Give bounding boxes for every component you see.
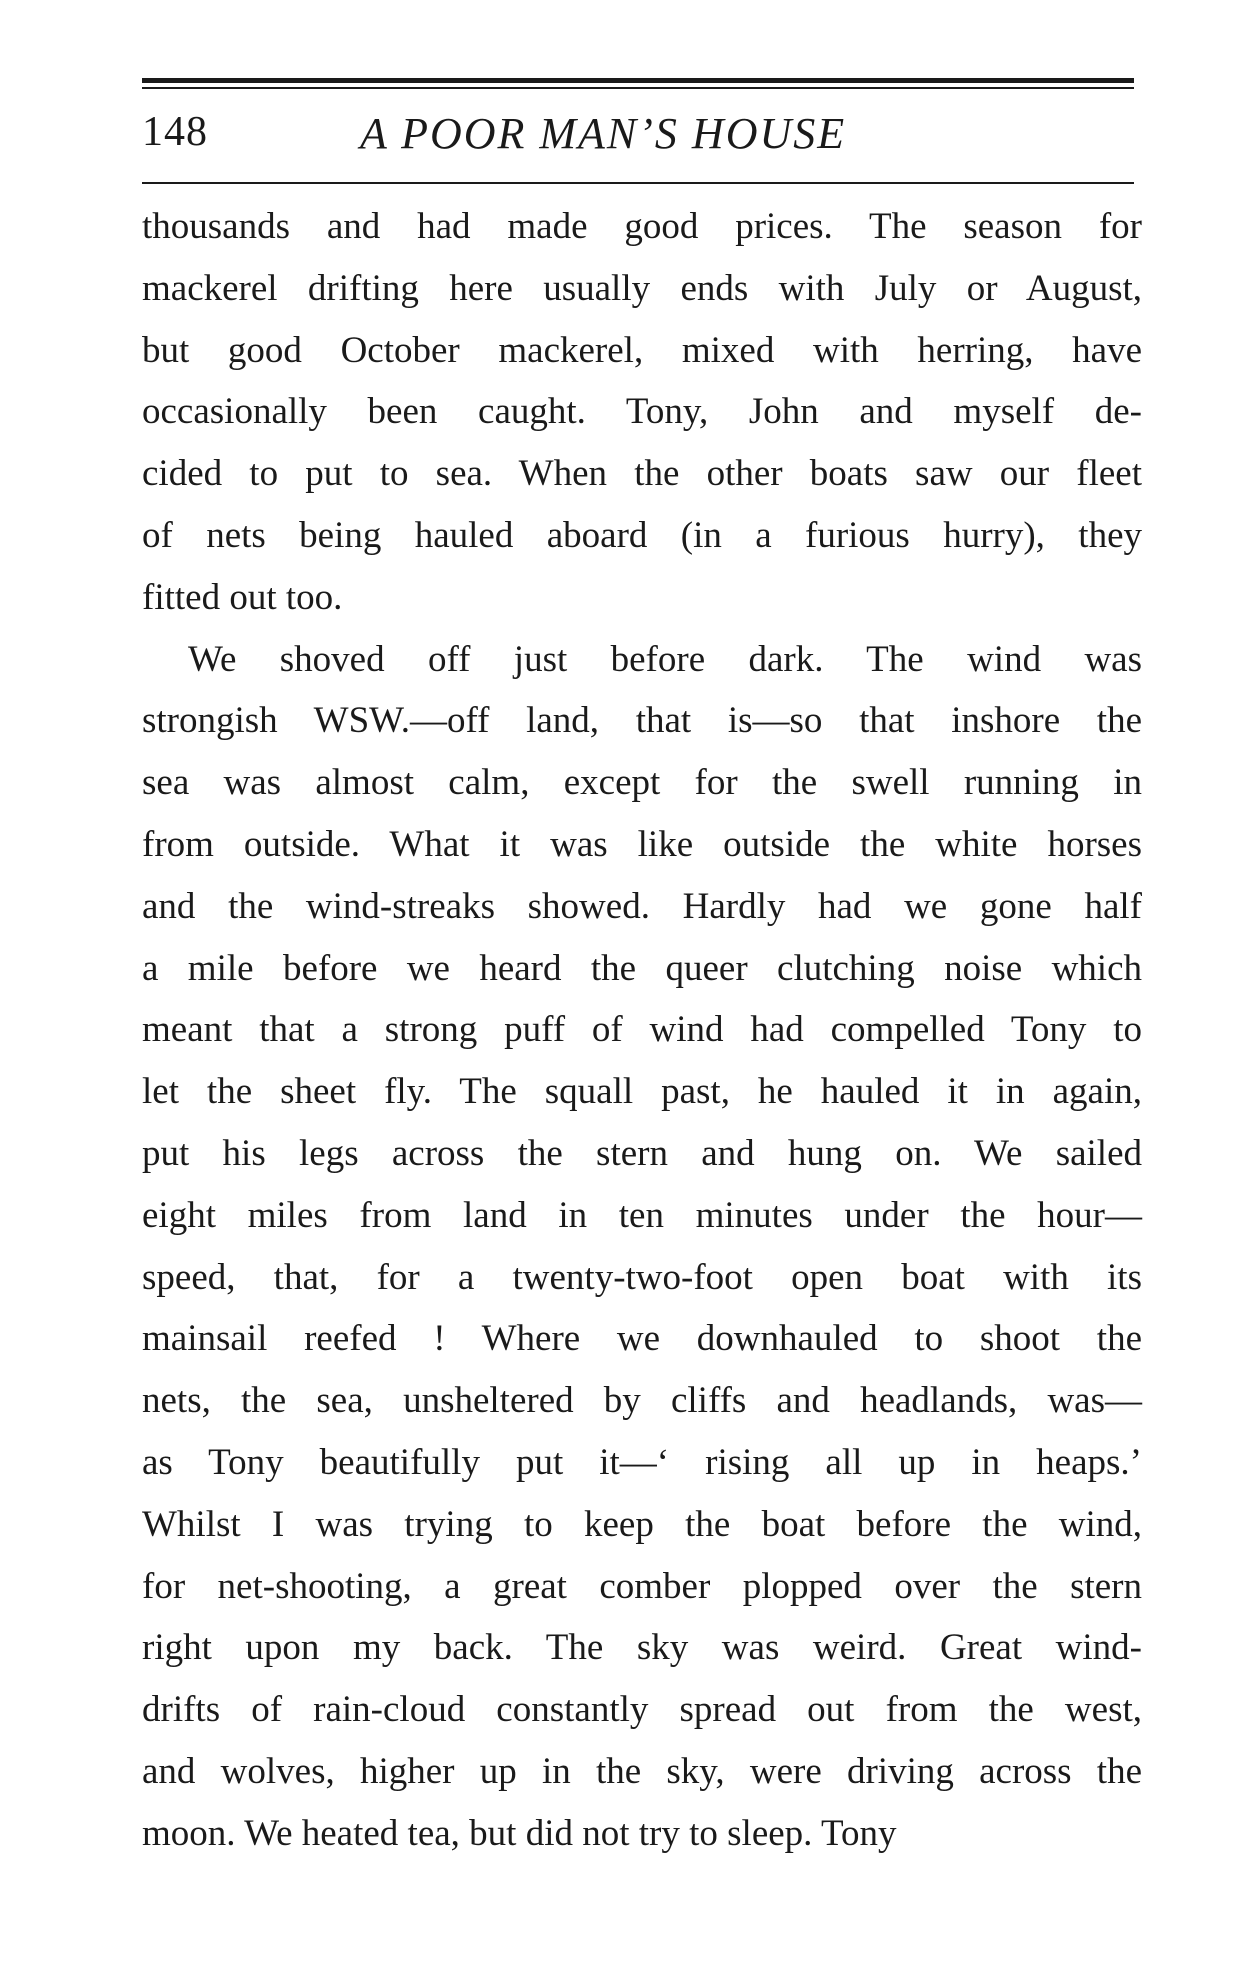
text-line: nets, the sea, unsheltered by cliffs and headlands, was— (142, 1380, 1142, 1422)
body-text (142, 196, 1142, 1865)
page-number: 148 (142, 109, 208, 155)
text-line: Whilst I was trying to keep the boat before the wind, (142, 1503, 1142, 1545)
text-line: a mile before we heard the queer clutching noise which (142, 947, 1142, 989)
text-line: strongish WSW.—off land, that is—so that inshore the (142, 700, 1142, 742)
text-line: eight miles from land in ten minutes under the hour— (142, 1194, 1142, 1236)
text-line: sea was almost calm, except for the swell running in (142, 762, 1142, 804)
text-line: as Tony beautifully put it—‘ rising all up in heaps.’ (142, 1441, 1142, 1483)
text-line: mackerel drifting here usually ends with July or August, (142, 267, 1142, 309)
text-line: and the wind-streaks showed. Hardly had we gone half (142, 885, 1142, 927)
text-line: cided to put to sea. When the other boats saw our fleet (142, 453, 1142, 495)
text-line: speed, that, for a twenty-two-foot open boat with its (142, 1256, 1142, 1298)
header-rule-thin (142, 87, 1134, 89)
text-line: from outside. What it was like outside the white horses (142, 823, 1142, 865)
text-line: let the sheet fly. The squall past, he hauled it in again, (142, 1071, 1142, 1113)
text-line: for net-shooting, a great comber plopped over the stern (142, 1565, 1142, 1607)
text-line: fitted out too. (142, 576, 343, 618)
text-line: occasionally been caught. Tony, John and myself de- (142, 391, 1142, 433)
text-line: moon. We heated tea, but did not try to sleep. Tony (142, 1812, 897, 1854)
page-header (142, 108, 1134, 168)
header-rule-bottom (142, 182, 1134, 184)
running-title: A POOR MAN’S HOUSE (360, 109, 847, 158)
text-line: but good October mackerel, mixed with herring, have (142, 329, 1142, 371)
text-line: right upon my back. The sky was weird. Great wind- (142, 1627, 1142, 1669)
header-rule-thick (142, 78, 1134, 83)
text-line: of nets being hauled aboard (in a furious hurry), they (142, 514, 1142, 556)
text-line: put his legs across the stern and hung on. We sailed (142, 1132, 1142, 1174)
text-line: and wolves, higher up in the sky, were driving across the (142, 1750, 1142, 1792)
text-line: We shoved off just before dark. The wind was (188, 638, 1142, 680)
text-line: drifts of rain-cloud constantly spread out from the west, (142, 1689, 1142, 1731)
text-line: thousands and had made good prices. The season for (142, 206, 1142, 247)
text-line: mainsail reefed ! Where we downhauled to shoot the (142, 1318, 1142, 1360)
text-line: meant that a strong puff of wind had compelled Tony to (142, 1009, 1142, 1051)
